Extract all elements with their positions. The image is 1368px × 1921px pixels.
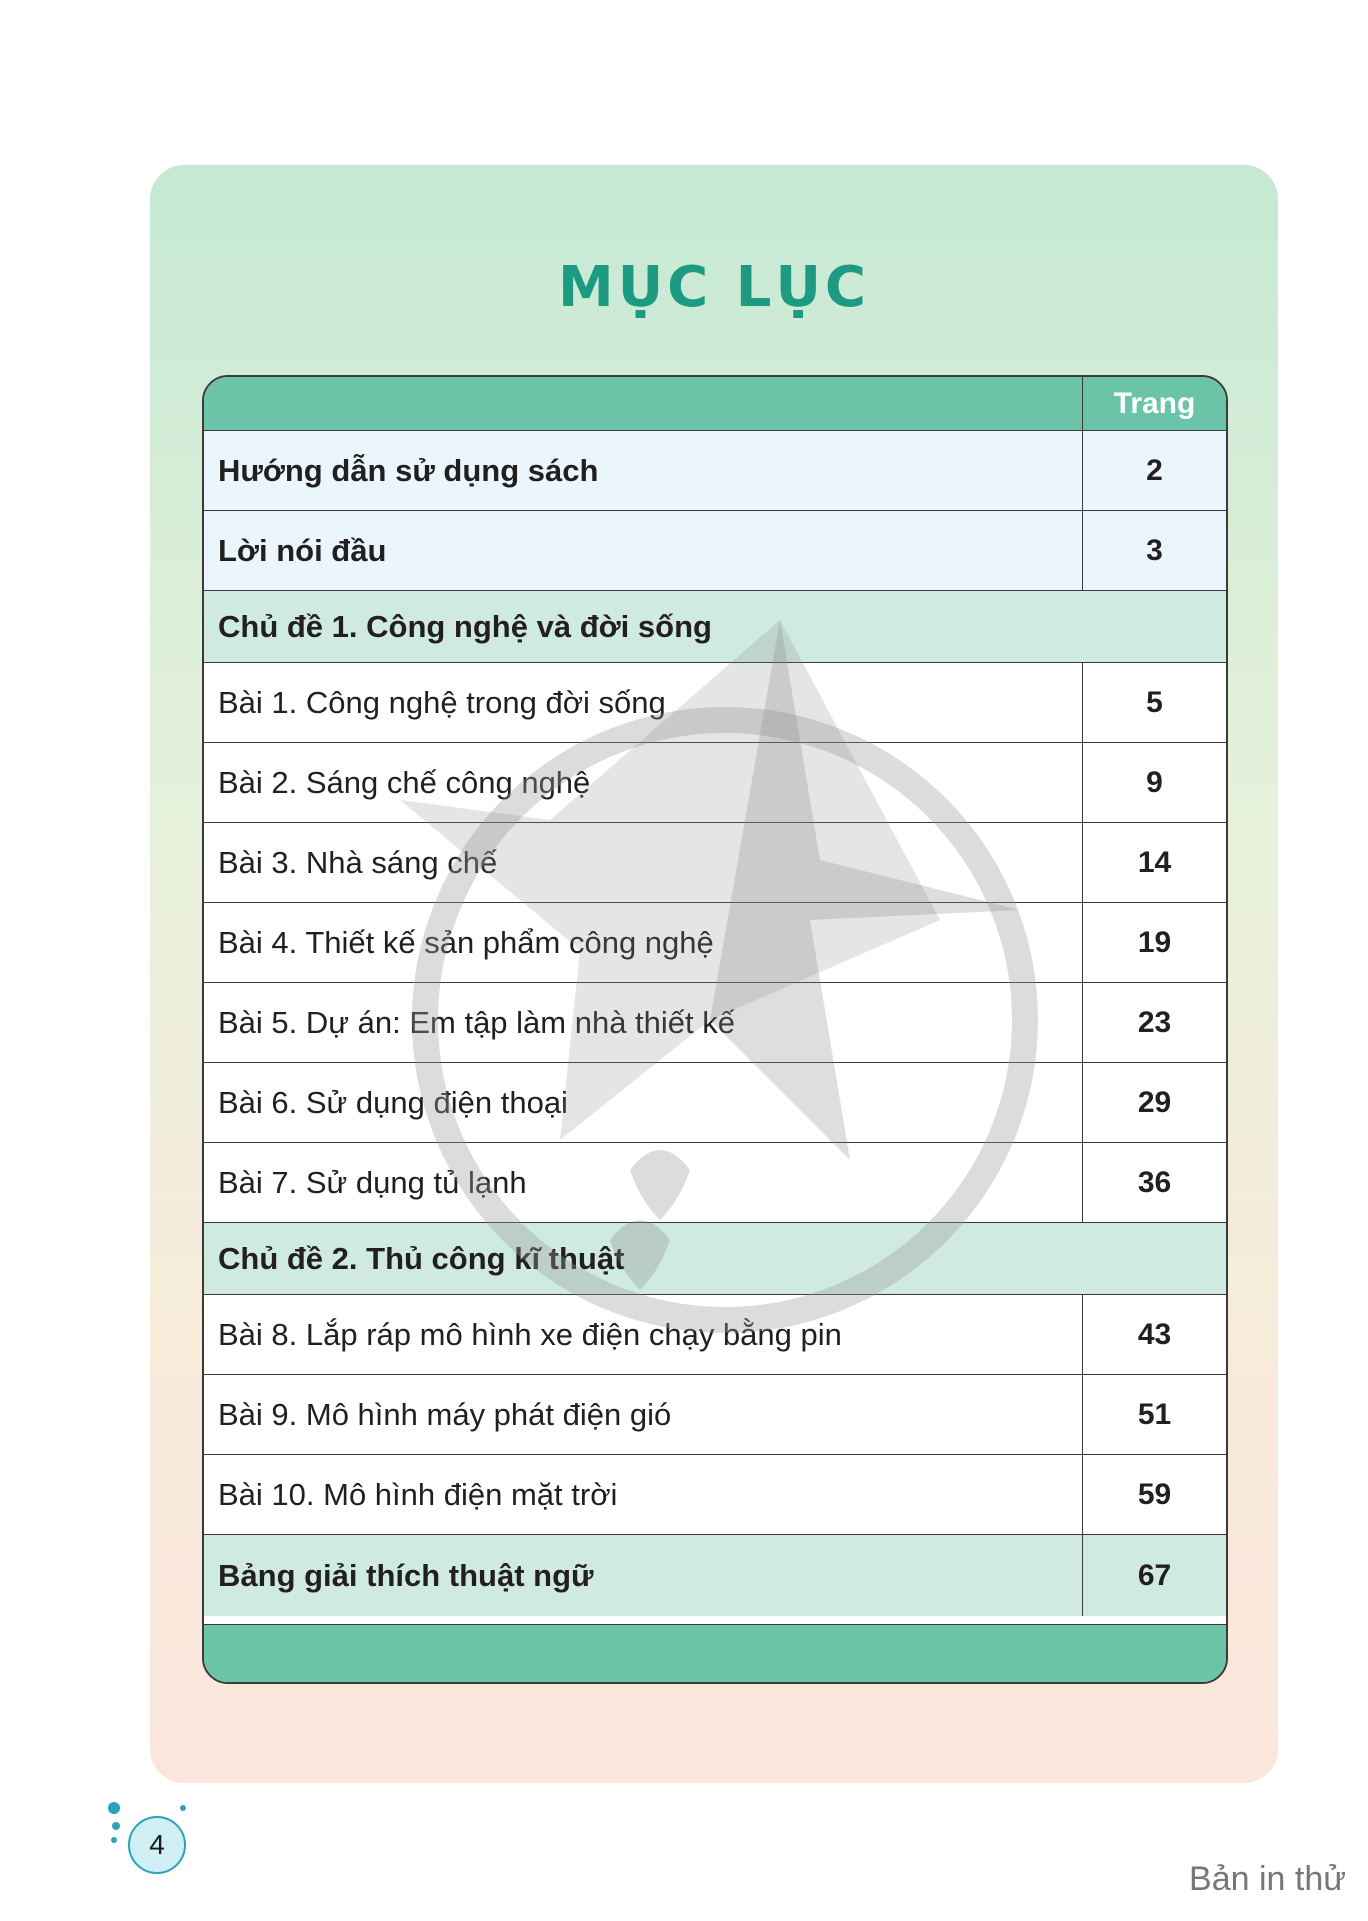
toc-row-label: Bài 1. Công nghệ trong đời sống: [218, 684, 666, 720]
toc-row-page: 3: [1082, 511, 1226, 590]
toc-topic-label: Chủ đề 2. Thủ công kĩ thuật: [218, 1240, 625, 1276]
page-title: MỤC LỤC: [557, 255, 871, 320]
toc-row-page: 43: [1082, 1295, 1226, 1374]
toc-rows: [204, 430, 1226, 1616]
toc-row-label: Bài 2. Sáng chế công nghệ: [218, 764, 591, 800]
toc-row-label: Bài 8. Lắp ráp mô hình xe điện chạy bằng pin: [218, 1316, 842, 1352]
toc-table: [202, 375, 1228, 1684]
page-number: 4: [128, 1816, 186, 1874]
toc-row-page: 29: [1082, 1063, 1226, 1142]
toc-row-label: Bài 4. Thiết kế sản phẩm công nghệ: [218, 924, 714, 960]
toc-row-label: Bài 10. Mô hình điện mặt trời: [218, 1476, 618, 1512]
toc-row-page: 36: [1082, 1143, 1226, 1222]
toc-topic-row: [204, 590, 1226, 662]
toc-row-page: 67: [1082, 1535, 1226, 1616]
toc-row-label: Bài 6. Sử dụng điện thoại: [218, 1084, 568, 1120]
toc-row[interactable]: [204, 1454, 1226, 1534]
toc-row-label: Hướng dẫn sử dụng sách: [218, 452, 599, 488]
toc-row[interactable]: [204, 982, 1226, 1062]
toc-row-page: 14: [1082, 823, 1226, 902]
toc-row-page: 9: [1082, 743, 1226, 822]
toc-row-label: Bài 9. Mô hình máy phát điện gió: [218, 1396, 672, 1432]
toc-topic-row: [204, 1222, 1226, 1294]
toc-topic-label: Chủ đề 1. Công nghệ và đời sống: [218, 608, 712, 644]
toc-row-page: 59: [1082, 1455, 1226, 1534]
toc-row-page: 23: [1082, 983, 1226, 1062]
toc-footer: [204, 1624, 1226, 1682]
toc-row[interactable]: [204, 1062, 1226, 1142]
toc-row[interactable]: [204, 1294, 1226, 1374]
toc-row-label: Lời nói đầu: [218, 532, 387, 568]
toc-row-label: Bài 3. Nhà sáng chế: [218, 844, 498, 880]
toc-row-page: 5: [1082, 663, 1226, 742]
toc-row[interactable]: [204, 430, 1226, 510]
toc-row-label: Bài 5. Dự án: Em tập làm nhà thiết kế: [218, 1004, 736, 1040]
toc-row[interactable]: [204, 742, 1226, 822]
toc-row-page: 2: [1082, 431, 1226, 510]
toc-row[interactable]: [204, 822, 1226, 902]
toc-row[interactable]: [204, 902, 1226, 982]
toc-row-label: Bài 7. Sử dụng tủ lạnh: [218, 1164, 527, 1200]
toc-row[interactable]: [204, 662, 1226, 742]
toc-row[interactable]: [204, 1374, 1226, 1454]
toc-row[interactable]: [204, 1534, 1226, 1616]
toc-row[interactable]: [204, 1142, 1226, 1222]
toc-row-page: 51: [1082, 1375, 1226, 1454]
toc-row-label: Bảng giải thích thuật ngữ: [218, 1557, 594, 1593]
draft-label: Bản in thử: [1189, 1860, 1346, 1898]
page-column-header: Trang: [1082, 377, 1226, 430]
toc-header: [204, 377, 1226, 430]
toc-row[interactable]: [204, 510, 1226, 590]
toc-row-page: 19: [1082, 903, 1226, 982]
